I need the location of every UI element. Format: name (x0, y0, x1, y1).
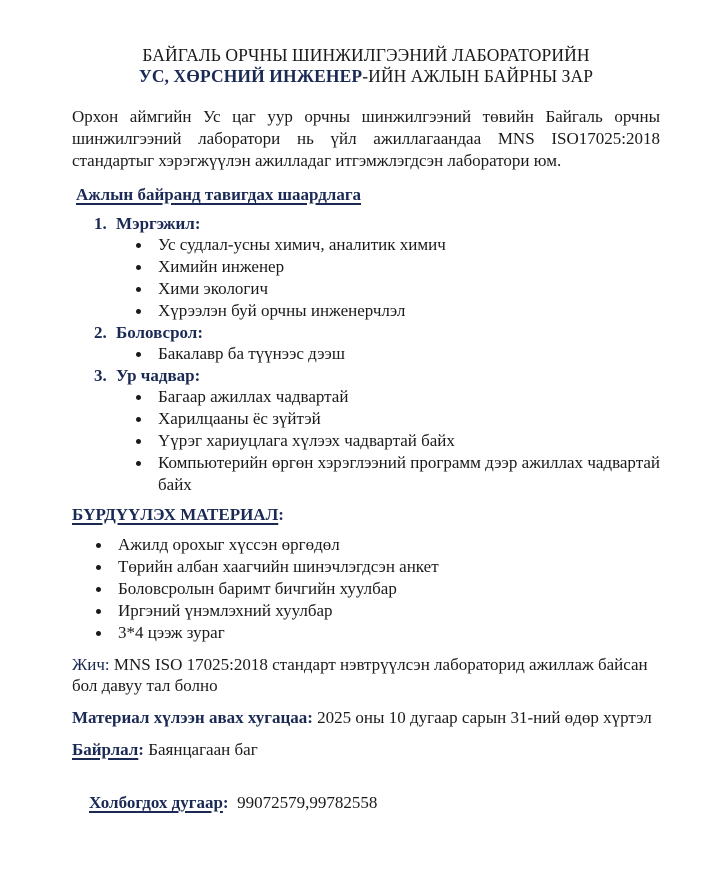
intro-paragraph: Орхон аймгийн Ус цаг уур орчны шинжилгээний төвийн Байгаль орчны шинжилгээний лаборатори нь үйл ажиллагаандаа MNS ISO17025:2018 стандартыг хэрэгжүүлэн ажилладаг итгэмжлэгдсэн лаборатори юм. (72, 107, 660, 170)
bullet-icon (136, 461, 141, 466)
bullet-icon (96, 609, 101, 614)
list-item: Төрийн албан хаагчийн шинэчлэгдсэн анкет (72, 556, 660, 578)
bullet-icon (96, 565, 101, 570)
location-label: Байрлал (72, 740, 139, 759)
title-line-2-rest: -ИЙН АЖЛЫН БАЙРНЫ ЗАР (362, 66, 594, 86)
requirement-section-profession (72, 213, 660, 322)
requirements-heading-wrap (76, 184, 660, 207)
job-announcement-document (72, 0, 660, 834)
bullet-icon (136, 395, 141, 400)
section-number: 3. (94, 366, 107, 385)
bullet-icon (136, 265, 141, 270)
contact-paragraph: Холбогдох дугаар: 99072579,99782558 (89, 793, 378, 812)
bullet-icon (96, 587, 101, 592)
bullet-icon (136, 287, 141, 292)
list-item: Хүрээлэн буй орчны инженерчлэл (72, 300, 660, 322)
deadline-paragraph (72, 707, 660, 728)
requirements-heading: Ажлын байранд тавигдах шаардлага (76, 185, 362, 204)
requirements-list (72, 213, 660, 496)
title-line-1: БАЙГАЛЬ ОРЧНЫ ШИНЖИЛГЭЭНИЙ ЛАБОРАТОРИЙН (142, 45, 590, 65)
list-item: Химийн инженер (72, 256, 660, 278)
list-item: Ус судлал-усны химич, аналитик химич (72, 234, 660, 256)
bullet-icon (136, 417, 141, 422)
requirement-section-skills (72, 365, 660, 496)
list-item: Ажилд орохыг хүссэн өргөдөл (72, 534, 660, 556)
contact-phone-numbers: 99072579,99782558 (228, 793, 378, 812)
location-paragraph: Байрлал: Баянцагаан баг (72, 740, 258, 759)
section-number: 1. (94, 214, 107, 233)
materials-list (72, 534, 660, 644)
section-label: Мэргэжил: (116, 214, 201, 233)
list-item: Хими экологич (72, 278, 660, 300)
bullet-icon (136, 352, 141, 357)
bullet-icon (96, 543, 101, 548)
location-text: Баянцагаан баг (143, 740, 258, 759)
bullet-icon (136, 309, 141, 314)
materials-heading-wrap: БҮРДҮҮЛЭХ МАТЕРИАЛ: (72, 505, 284, 524)
title-line-2 (72, 66, 660, 87)
section-number: 2. (94, 323, 107, 342)
bullet-icon (136, 439, 141, 444)
requirement-section-education (72, 322, 660, 365)
bullet-icon (136, 243, 141, 248)
list-item: Боловсролын баримт бичгийн хуулбар (72, 578, 660, 600)
list-item: Иргэний үнэмлэхний хуулбар (72, 600, 660, 622)
list-item: Үүрэг хариуцлага хүлээх чадвартай байх (72, 430, 660, 452)
list-item: Багаар ажиллах чадвартай (72, 386, 660, 408)
list-item: Харилцааны ёс зүйтэй (72, 408, 660, 430)
title-position-name: УС, ХӨРСНИЙ ИНЖЕНЕР (138, 66, 363, 86)
contact-label: Холбогдох дугаар (89, 793, 223, 812)
note-label: Жич: (72, 655, 110, 674)
document-title (72, 45, 660, 87)
deadline-text: 2025 оны 10 дугаар сарын 31-ний өдөр хүртэл (312, 708, 652, 727)
section-label: Ур чадвар: (116, 366, 201, 385)
materials-heading: БҮРДҮҮЛЭХ МАТЕРИАЛ (72, 505, 279, 524)
section-label: Боловсрол: (116, 323, 203, 342)
note-paragraph (72, 654, 660, 696)
note-text: MNS ISO 17025:2018 стандарт нэвтрүүлсэн лабораторид ажиллаж байсан бол давуу тал болно (72, 655, 648, 695)
deadline-label: Материал хүлээн авах хугацаа: (72, 708, 313, 727)
list-item: 3*4 цээж зураг (72, 622, 660, 644)
bullet-icon (96, 631, 101, 636)
list-item: Компьютерийн өргөн хэрэглээний программ дээр ажиллах чадвартай байх (72, 452, 660, 496)
list-item: Бакалавр ба түүнээс дээш (72, 343, 660, 365)
